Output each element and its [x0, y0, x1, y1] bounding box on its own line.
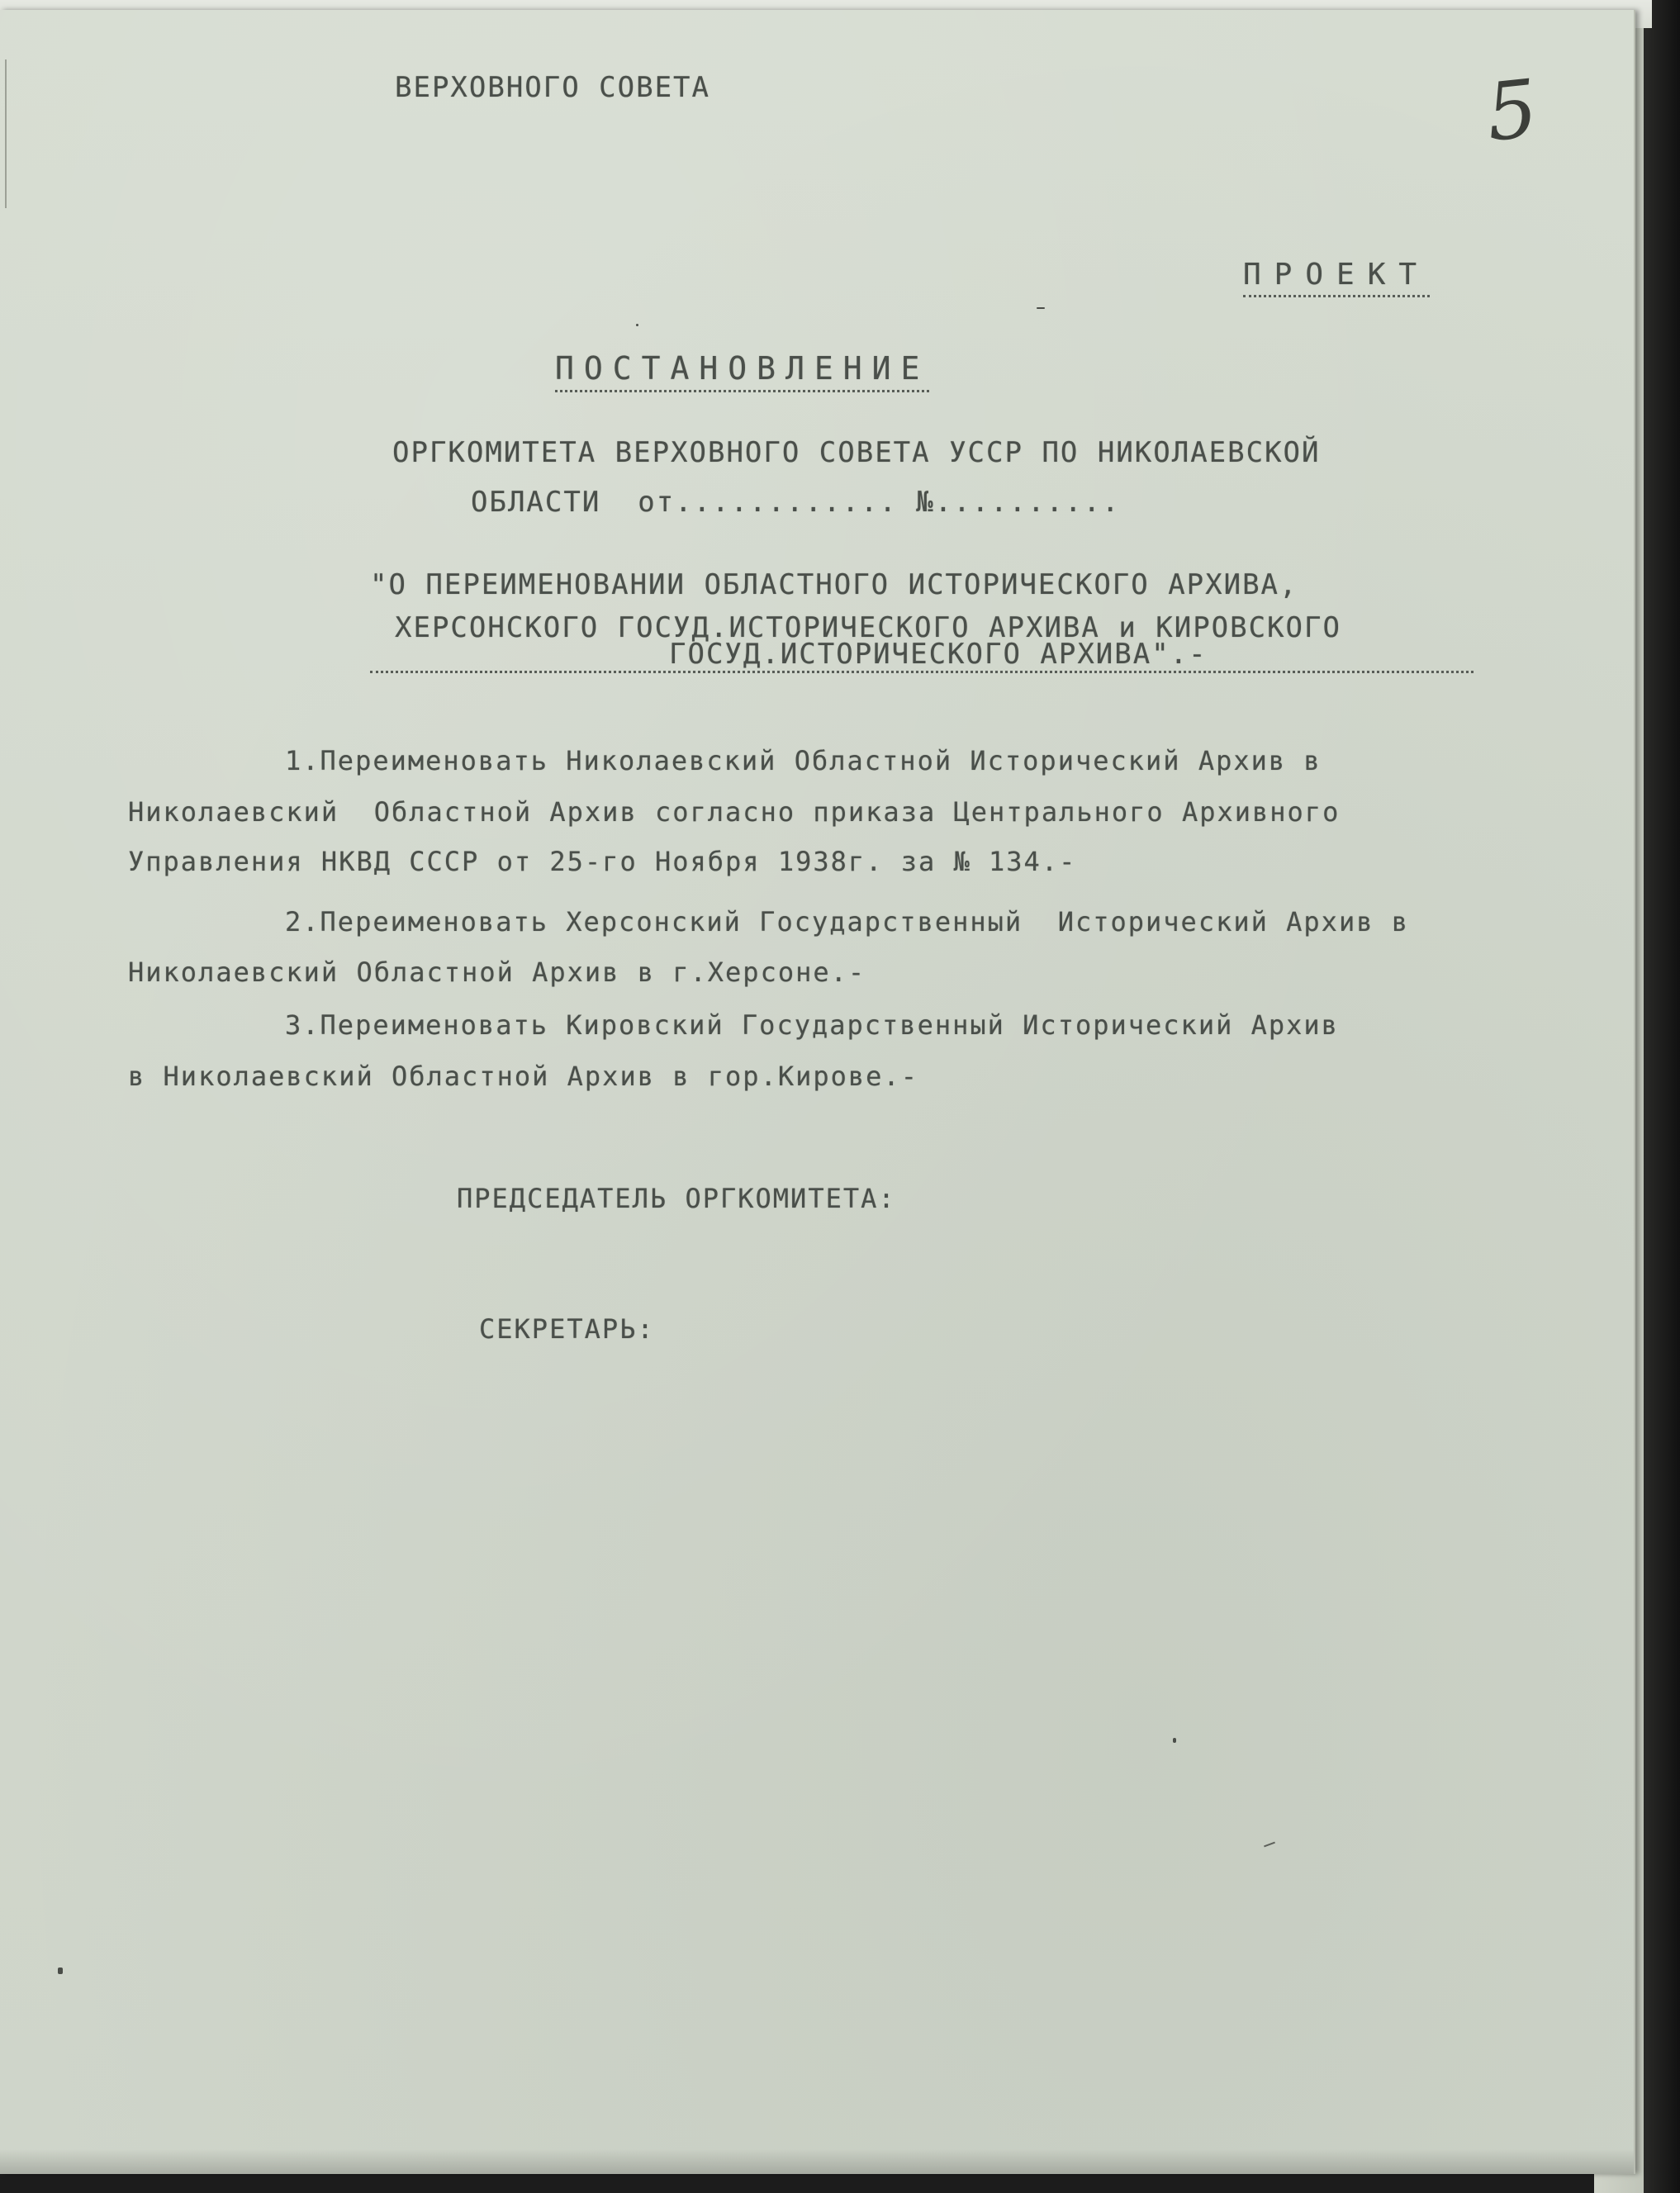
typed-page [0, 10, 1635, 2174]
subject-line-1: "О ПЕРЕИМЕНОВАНИИ ОБЛАСТНОГО ИСТОРИЧЕСКОГО АРХИВА, [370, 568, 1298, 601]
issuer-line-2: ОБЛАСТИ от............ №.......... [471, 486, 1121, 519]
signature-secretary-label: СЕКРЕТАРЬ: [479, 1313, 655, 1345]
ink-speck [1037, 307, 1045, 309]
ink-speck [58, 1968, 63, 1974]
body-line: 1.Переименовать Николаевский Областной Исторический Архив в [285, 745, 1322, 776]
body-line: Николаевский Областной Архив согласно приказа Центрального Архивного [128, 796, 1341, 828]
subject-line-3: ГОСУД.ИСТОРИЧЕСКОГО АРХИВА".- [669, 638, 1208, 671]
subject-underline [370, 671, 1474, 673]
header-organization: ВЕРХОВНОГО СОВЕТА [395, 71, 710, 104]
paper-scratch [1264, 1842, 1275, 1848]
body-line: в Николаевский Областной Архив в гор.Кирове.- [128, 1061, 918, 1092]
subject-line-2: ХЕРСОНСКОГО ГОСУД.ИСТОРИЧЕСКОГО АРХИВА и КИРОВСКОГО [395, 611, 1341, 644]
scan-shadow-edge [1644, 0, 1680, 2193]
body-line: 2.Переименовать Херсонский Государственный Исторический Архив в [285, 906, 1409, 937]
body-line: 3.Переименовать Кировский Государственный Исторический Архив [285, 1009, 1339, 1041]
signature-chairman-label: ПРЕДСЕДАТЕЛЬ ОРГКОМИТЕТА: [457, 1183, 896, 1214]
body-line: Николаевский Областной Архив в г.Херсоне.- [128, 956, 866, 988]
paper-bottom-edge [0, 2149, 1634, 2174]
binding-mark [5, 59, 7, 208]
ink-speck [1173, 1738, 1176, 1743]
ink-speck [636, 324, 638, 326]
document-title: ПОСТАНОВЛЕНИЕ [555, 350, 929, 392]
issuer-line-1: ОРГКОМИТЕТА ВЕРХОВНОГО СОВЕТА УССР ПО НИКОЛАЕВСКОЙ [392, 436, 1321, 469]
project-label: ПРОЕКТ [1243, 258, 1430, 297]
body-line: Управления НКВД СССР от 25-го Ноября 1938г. за № 134.- [128, 846, 1077, 877]
handwritten-page-number: 5 [1482, 62, 1542, 159]
